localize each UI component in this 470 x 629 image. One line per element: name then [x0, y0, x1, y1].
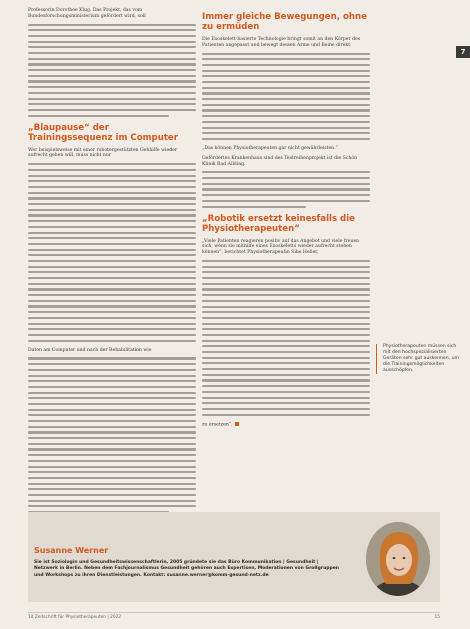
intro-paragraph: Professorin Dorothee Klug. Das Projekt, das vom Bundesforschungsministerium gefördert wird, soll	[28, 8, 146, 19]
paragraph-patienten: „Viele Patienten reagieren positiv auf das Angebot und viele freuen sich, wenn sie mithilfe eines Exoskeletts wieder aufrecht stehen können“, berichtet Physiotherapeutin Sibe Heller,	[202, 238, 360, 256]
body-text-lines-5	[202, 260, 370, 416]
quote-physiotherapeuten: „Das können Physiotherapeuten gar nicht gewährleisten.“	[202, 146, 338, 151]
author-portrait	[366, 522, 430, 596]
chapter-tab	[456, 46, 470, 58]
footer-left: 14 Zeitschrift für Physiotherapeuten | 2022	[28, 615, 122, 620]
page-footer	[28, 612, 440, 620]
chapter-tab-number: 7	[460, 48, 466, 56]
body-text-lines-3	[202, 53, 370, 140]
closing-quote: zu ersetzen“.	[202, 422, 233, 428]
right-column	[202, 8, 370, 432]
author-portrait-image	[366, 522, 430, 596]
paragraph-daten: Daten am Computer und nach der Rehabilitation wie	[28, 347, 152, 353]
paragraph-klinik: Gefördertes Krankenhaus sind des Testreihenprojekt ist die Schön Klinik Bad Aibling.	[202, 155, 358, 167]
body-text-lines-1	[28, 163, 196, 341]
paragraph-exoskelett: Die Exoskelett-basierte Technologie bringt somit an den Körper des Patienten angepasst und bewegt dessen Arme und Beine direkt.	[202, 37, 361, 48]
end-of-article-icon	[235, 422, 239, 426]
body-text-lines-2	[28, 357, 196, 513]
body-text-lines-4	[202, 171, 370, 207]
heading-robotik: „Robotik ersetzt keinesfalls die Physiotherapeuten“	[202, 213, 355, 234]
sidebar-note	[376, 344, 459, 374]
intro-text-lines	[28, 24, 196, 117]
author-bio-text: Sie ist Soziologin und Gesundheitswissenschaftlerin, 2005 gründete sie das Büro Kommunikation | Gesundheit | Netzwerk in Berlin. Neben dem Fachjournalismus Gesundheit gehören auch Expertisen, Moderationen von Großgruppen und Workshops zu ihren Dienstleistungen. Kontakt: susanne.werner@komm-gesund-netz.de	[34, 560, 339, 578]
author-name: Susanne Werner	[34, 546, 109, 555]
paragraph-gehhilfe: Wer beispielsweise mit einer robotergestützten Gehhilfe wieder aufrecht gehen will, muss nicht nur	[28, 147, 178, 159]
heading-bewegungen: Immer gleiche Bewegungen, ohne zu ermüden	[202, 12, 367, 32]
sidebar-note-text: Physiotherapeuten müssen sich mit den hochspezialisierten Geräten sehr gut auskennen, um die Trainingsmöglichkeiten ausschöpfen.	[383, 344, 459, 373]
heading-blaupause: „Blaupause“ der Trainingssequenz im Computer	[28, 122, 179, 143]
right-closing-text	[202, 422, 370, 428]
author-bio-box	[28, 512, 440, 602]
left-column	[28, 8, 196, 529]
footer-page-number: 15	[434, 615, 440, 620]
